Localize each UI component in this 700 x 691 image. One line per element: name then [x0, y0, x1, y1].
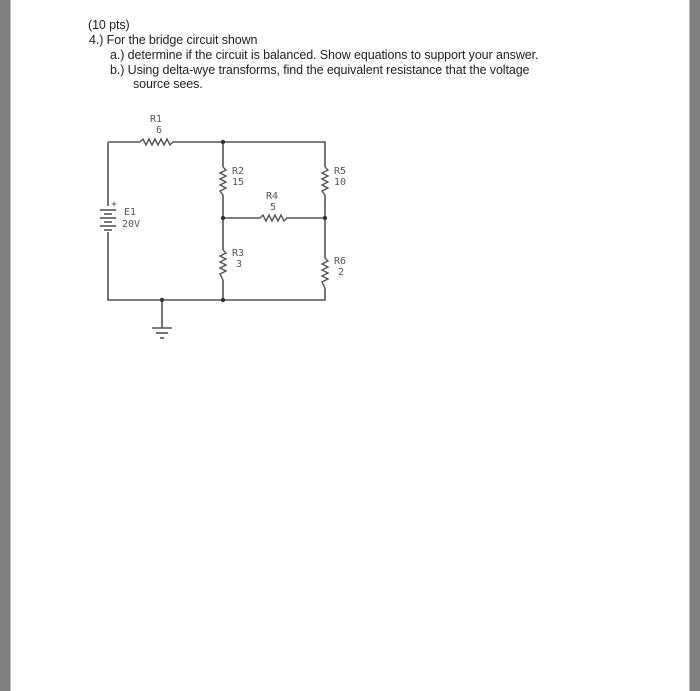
- r1-value: 6: [156, 125, 163, 136]
- r2-value: 15: [232, 177, 245, 188]
- resistor-r3: [220, 250, 226, 280]
- e1-name: E1: [124, 207, 137, 218]
- r5-value: 10: [334, 177, 347, 188]
- wires: [108, 142, 325, 328]
- r3-value: 3: [236, 259, 243, 270]
- r1-name: R1: [150, 114, 163, 125]
- r5-name: R5: [334, 166, 347, 177]
- r3-name: R3: [232, 248, 245, 259]
- part-b-text: b.) Using delta-wye transforms, find the equivalent resistance that the voltage: [110, 63, 530, 77]
- r2-name: R2: [232, 166, 245, 177]
- r4-value: 5: [270, 202, 277, 213]
- junction-dots: [160, 140, 327, 302]
- e1-plus: +: [111, 199, 118, 210]
- e1-value: 20V: [122, 219, 141, 230]
- question-text: 4.) For the bridge circuit shown: [89, 33, 258, 47]
- r6-value: 2: [338, 267, 345, 278]
- resistor-r6: [322, 258, 328, 288]
- points-label: (10 pts): [88, 18, 130, 32]
- battery-e1: [100, 210, 116, 230]
- part-a-text: a.) determine if the circuit is balanced. Show equations to support your answer.: [110, 48, 539, 62]
- resistor-r4: [260, 215, 290, 221]
- resistor-r5: [322, 167, 328, 195]
- ground-icon: [152, 328, 172, 338]
- r4-name: R4: [266, 191, 279, 202]
- resistor-r1: [140, 139, 178, 145]
- r6-name: R6: [334, 256, 347, 267]
- resistor-r2: [220, 167, 226, 195]
- part-b-text-cont: source sees.: [133, 77, 203, 91]
